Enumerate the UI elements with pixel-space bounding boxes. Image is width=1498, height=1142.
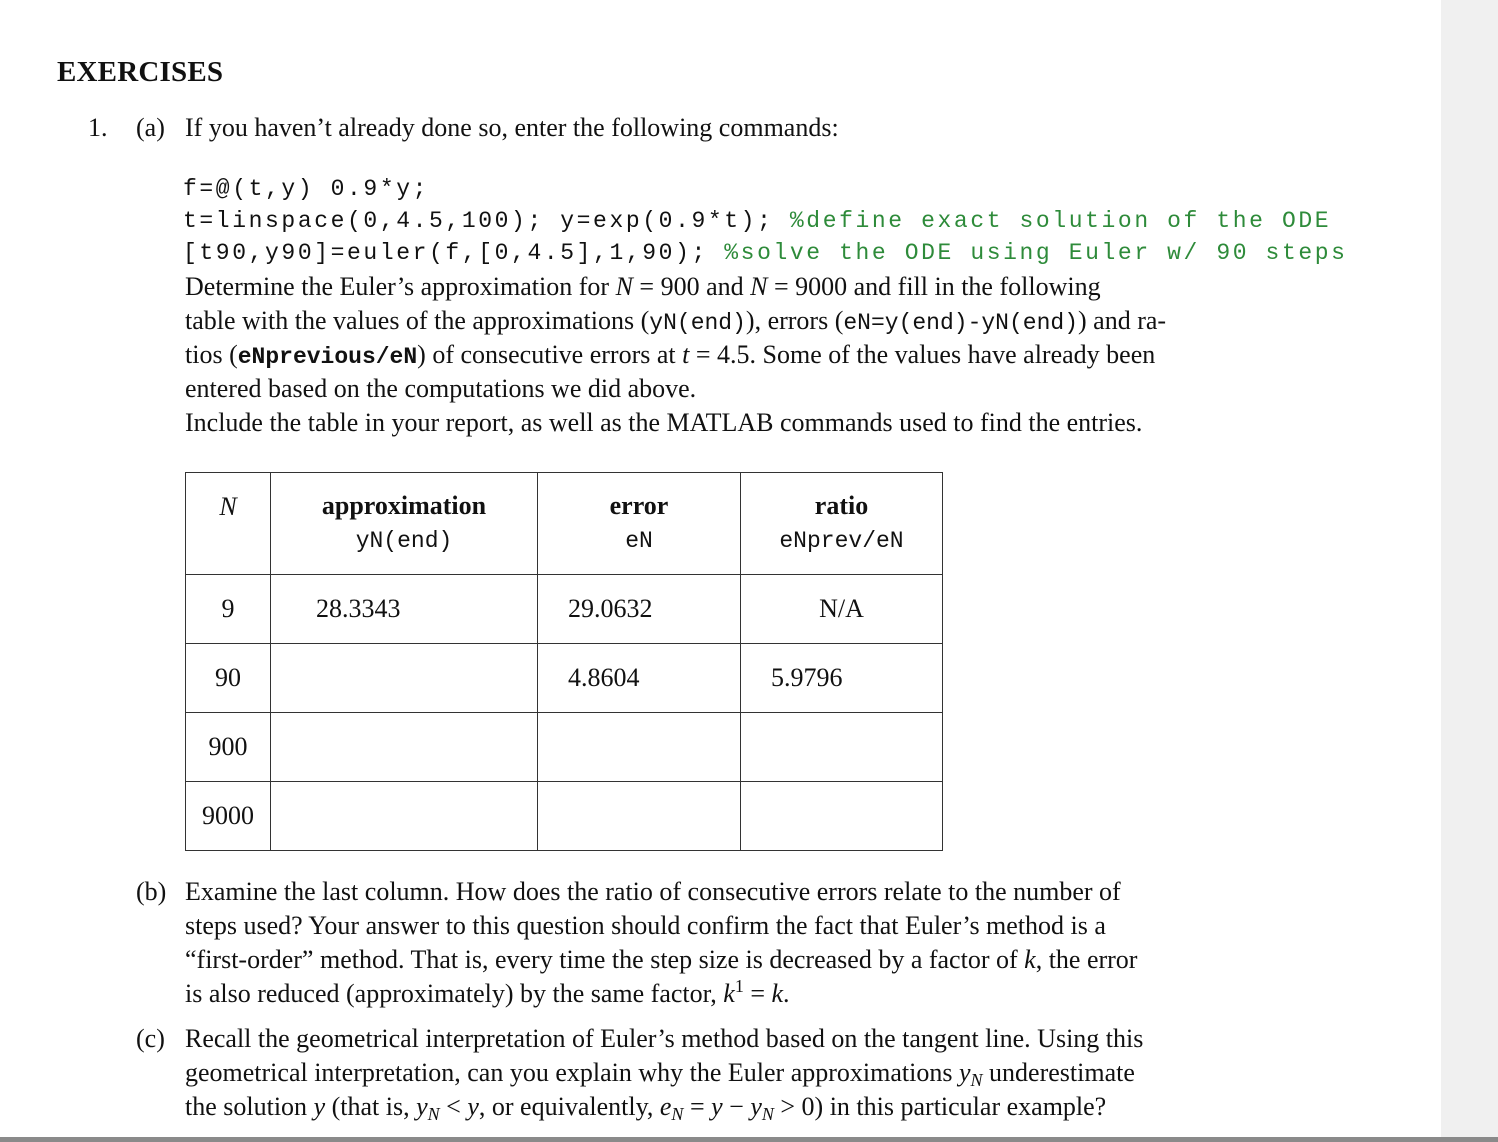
table-row: [186, 713, 943, 782]
instructions-line-2: table with the values of the approximations (yN(end)), errors (eN=y(end)-yN(end)) and ra-: [185, 306, 1167, 336]
cell-ratio: [741, 782, 943, 851]
header-ratio: ratio eNprev/eN: [741, 473, 943, 575]
cell-ratio: 5.9796: [741, 644, 943, 713]
results-table: [185, 472, 943, 851]
cell-error: 4.8604: [538, 644, 741, 713]
cell-n: 9: [186, 575, 271, 644]
header-error: error eN: [538, 473, 741, 575]
cell-error: [538, 713, 741, 782]
header-approximation: approximation yN(end): [271, 473, 538, 575]
cell-n: 9000: [186, 782, 271, 851]
exercise-number: 1.: [88, 113, 108, 142]
cell-n: 90: [186, 644, 271, 713]
window-side-panel: [1441, 0, 1498, 1142]
instructions-line-1: Determine the Euler’s approximation for N = 900 and N = 9000 and fill in the following: [185, 272, 1101, 301]
instructions-line-4: entered based on the computations we did above.: [185, 374, 697, 403]
part-b-line-4: is also reduced (approximately) by the same factor, $k^1 = k$.: [185, 976, 790, 1008]
cell-n: 900: [186, 713, 271, 782]
table-row: [186, 575, 943, 644]
part-b-line-3: “first-order” method. That is, every time the step size is decreased by a factor of k, the error: [185, 945, 1138, 974]
cell-error: 29.0632: [538, 575, 741, 644]
cell-approximation: [271, 644, 538, 713]
cell-ratio: N/A: [741, 575, 943, 644]
cell-error: [538, 782, 741, 851]
part-c-label: (c): [136, 1024, 165, 1053]
cell-approximation: [271, 782, 538, 851]
header-n: N: [186, 473, 271, 575]
code-line-2: t=linspace(0,4.5,100); y=exp(0.9*t); %define exact solution of the ODE: [183, 208, 1332, 234]
part-a-label: (a): [136, 113, 165, 142]
section-heading: EXERCISES: [57, 56, 224, 88]
code-line-1: f=@(t,y) 0.9*y;: [183, 176, 430, 202]
part-c-line-1: Recall the geometrical interpretation of Euler’s method based on the tangent line. Using this: [185, 1024, 1144, 1053]
cell-approximation: 28.3343: [271, 575, 538, 644]
part-c-line-2: geometrical interpretation, can you explain why the Euler approximations $y_N$ underestimate: [185, 1058, 1135, 1090]
code-comment-1: %define exact solution of the ODE: [789, 208, 1332, 234]
window-bottom-edge: [0, 1137, 1498, 1142]
code-comment-2: %solve the ODE using Euler w/ 90 steps: [724, 240, 1348, 266]
instructions-line-5: Include the table in your report, as well as the MATLAB commands used to find the entries.: [185, 408, 1143, 437]
part-b-label: (b): [136, 877, 167, 906]
part-a-intro: If you haven’t already done so, enter the following commands:: [185, 113, 839, 142]
code-line-3: [t90,y90]=euler(f,[0,4.5],1,90); %solve the ODE using Euler w/ 90 steps: [183, 240, 1348, 266]
table-row: [186, 782, 943, 851]
table-row: [186, 644, 943, 713]
cell-approximation: [271, 713, 538, 782]
part-b-line-1: Examine the last column. How does the ratio of consecutive errors relate to the number of: [185, 877, 1121, 906]
part-c-line-3: the solution y (that is, $y_N < y$, or equivalently, $e_N = y - y_N > 0$) in this particular example?: [185, 1092, 1107, 1124]
part-b-line-2: steps used? Your answer to this question should confirm the fact that Euler’s method is a: [185, 911, 1106, 940]
instructions-line-3: tios (eNprevious/eN) of consecutive errors at t = 4.5. Some of the values have already been: [185, 340, 1156, 370]
cell-ratio: [741, 713, 943, 782]
table-header-row: [186, 473, 943, 575]
